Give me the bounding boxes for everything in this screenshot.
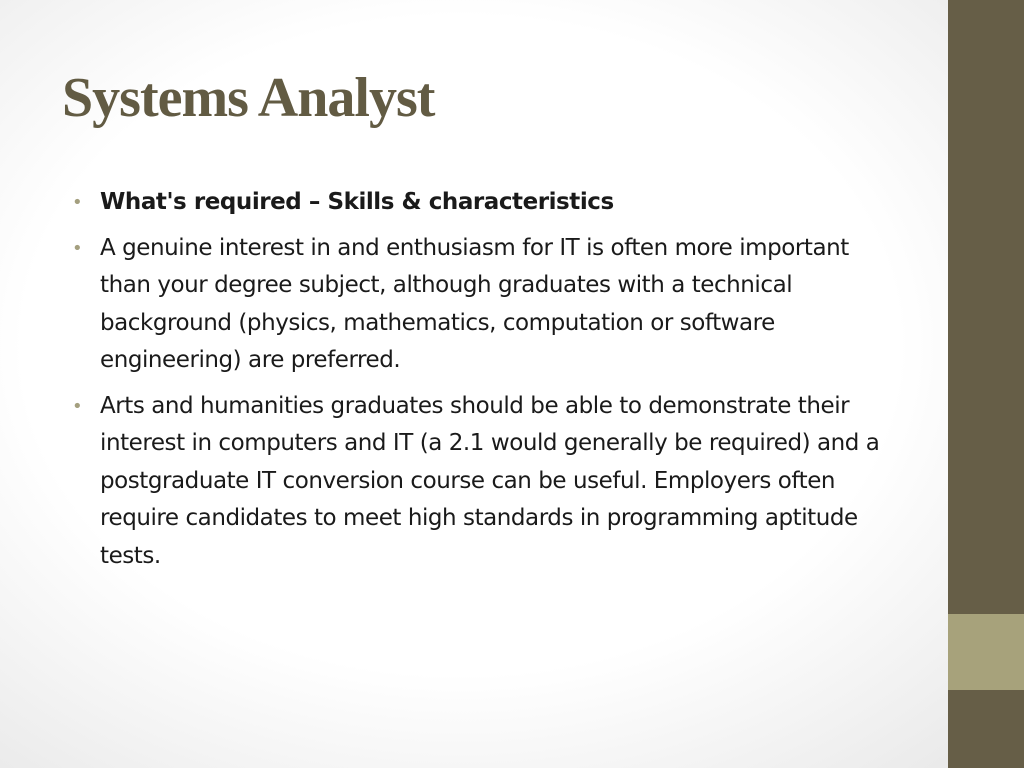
decorative-sidebar [948, 0, 1024, 768]
bullet-item [72, 388, 902, 576]
bullet-item [72, 184, 902, 222]
bullet-icon: • [72, 192, 83, 213]
bullet-text: What's required – Skills & characteristics [100, 189, 614, 215]
sidebar-dark-block [948, 0, 1024, 614]
bullet-text: Arts and humanities graduates should be able to demonstrate their interest in computers and IT (a 2.1 would generally be required) and a postgraduate IT conversion course can be useful. Employers often require candidates to meet high standards in programming aptitude tests. [100, 392, 880, 569]
bullet-text: A genuine interest in and enthusiasm for IT is often more important than your degree subject, although graduates with a technical background (physics, mathematics, computation or software engineering) are preferred. [100, 234, 849, 373]
slide-title: Systems Analyst [62, 67, 435, 129]
bullet-icon: • [72, 237, 83, 259]
bullet-list [72, 184, 902, 583]
sidebar-dark-block [948, 690, 1024, 768]
sidebar-accent-block [948, 614, 1024, 690]
bullet-item [72, 230, 902, 380]
bullet-icon: • [72, 395, 83, 417]
